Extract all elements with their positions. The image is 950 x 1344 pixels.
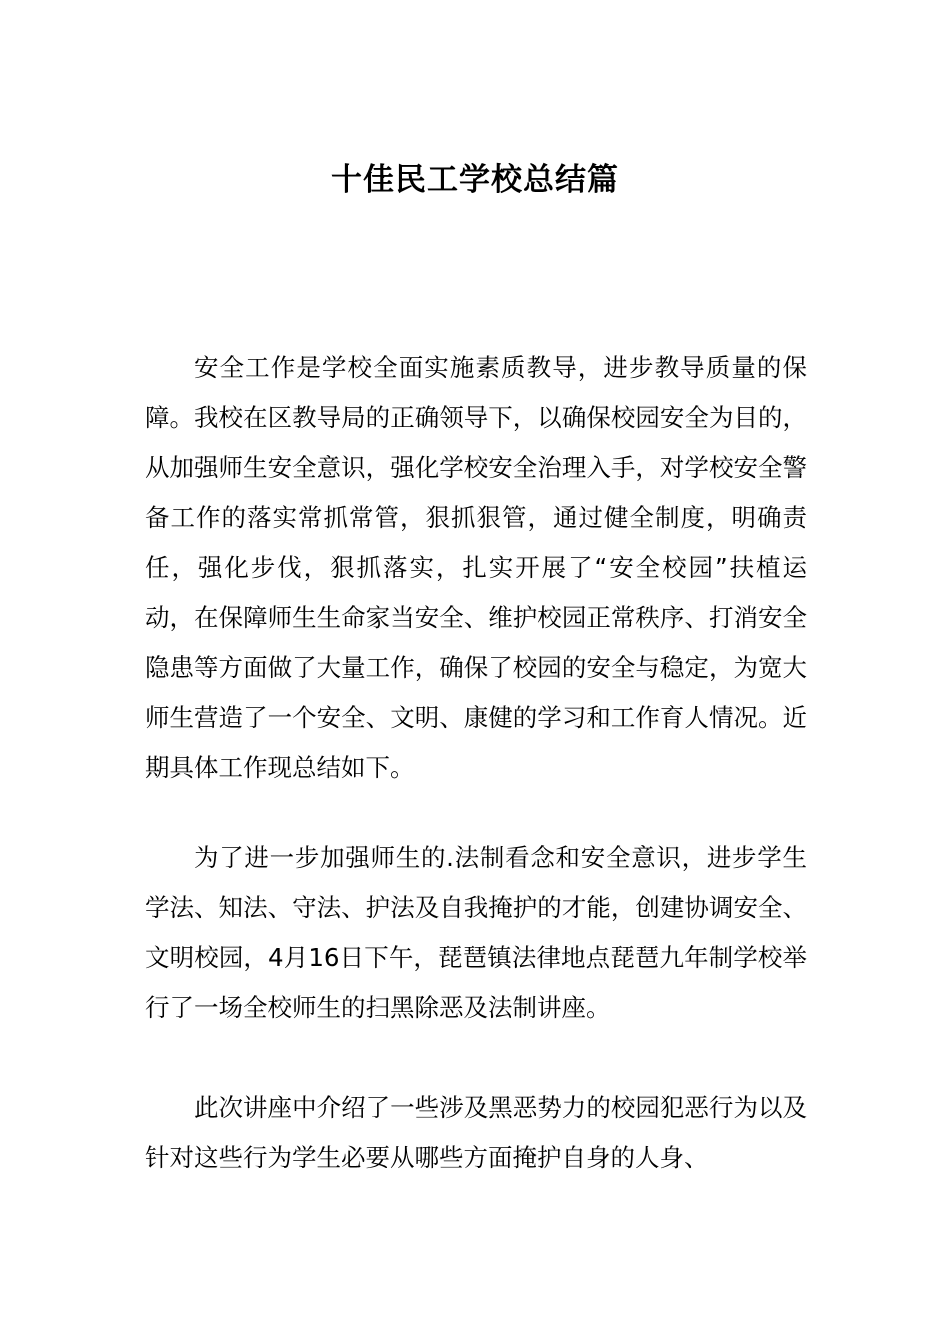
paragraph-2: 为了进一步加强师生的.法制看念和安全意识，进步学生学法、知法、守法、护法及自我掩护的才能，创建协调安全、文明校园，4月16日下午，琵琶镇法律地点琵琶九年制学校举行了一场全校师生的扫黑除恶及法制讲座。 xyxy=(145,843,807,1022)
paragraph-3: 此次讲座中介绍了一些涉及黑恶势力的校园犯恶行为以及针对这些行为学生必要从哪些方面掩护自身的人身、 xyxy=(145,1093,807,1172)
document-title: 十佳民工学校总结篇 xyxy=(331,162,619,198)
paragraph-1: 安全工作是学校全面实施素质教导，进步教导质量的保障。我校在区教导局的正确领导下，以确保校园安全为目的，从加强师生安全意识，强化学校安全治理入手，对学校安全警备工作的落实常抓常管，狠抓狠管，通过健全制度，明确责任，强化步伐，狠抓落实，扎实开展了“安全校园”扶植运动，在保障师生生命家当安全、维护校园正常秩序、打消安全隐患等方面做了大量工作，确保了校园的安全与稳定，为宽大师生营造了一个安全、文明、康健的学习和工作育人情况。近期具体工作现总结如下。 xyxy=(145,353,807,782)
